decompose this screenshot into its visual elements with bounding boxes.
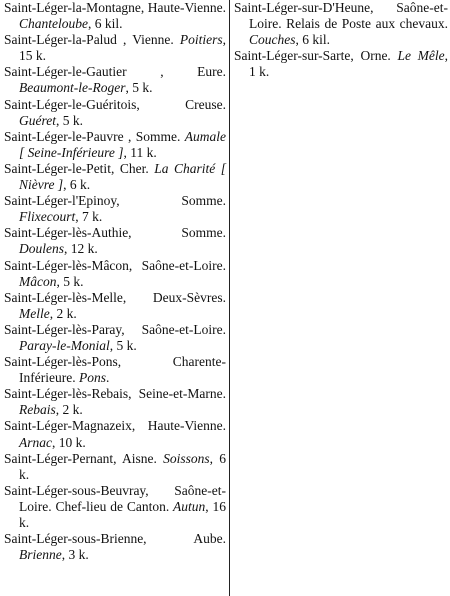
entry-text: Saint-Léger-l'Epinoy, Somme.	[4, 193, 226, 209]
post-office-name: Couches	[249, 32, 296, 48]
distance: , 5 k.	[109, 337, 137, 353]
distance: , 1 k.	[249, 48, 449, 80]
post-office-name: Autun	[173, 498, 206, 514]
distance: , 16 k.	[19, 498, 226, 530]
column-divider	[229, 0, 230, 596]
entry	[4, 97, 226, 129]
post-office-name: Mâcon	[19, 273, 57, 289]
entry	[234, 0, 448, 48]
entry-text: Saint-Léger-le-Gautier , Eure.	[4, 64, 226, 80]
distance: , 7 k.	[75, 209, 103, 225]
post-office-name: Melle	[19, 305, 50, 321]
entry	[4, 225, 226, 257]
entry-text: Saint-Léger-lès-Rebais, Seine-et-Marne.	[4, 386, 226, 402]
entry-text: Saint-Léger-sur-Sarte, Orne.	[234, 48, 398, 64]
distance: , 3 k.	[61, 547, 89, 563]
post-office-name: Chanteloube	[19, 16, 88, 32]
entry	[234, 48, 448, 80]
entry	[4, 161, 226, 193]
distance: , 11 k.	[123, 144, 157, 160]
entry-text: Saint-Léger-le-Pauvre , Somme.	[4, 128, 185, 144]
entry	[4, 451, 226, 483]
distance: , 6 kil.	[295, 32, 331, 48]
entry	[4, 64, 226, 96]
entry-text: Saint-Léger-sous-Beuvray, Saône-et-Loire. Chef-lieu de Canton.	[4, 482, 226, 514]
post-office-name: La Charité [ Nièvre ]	[19, 160, 227, 193]
entry-text: Saint-Léger-lès-Melle, Deux-Sèvres.	[4, 289, 226, 305]
post-office-name: Poitiers	[179, 32, 223, 48]
post-office-name: Pons	[78, 370, 106, 386]
distance: , 5 k.	[125, 80, 153, 96]
post-office-name: Le Mêle	[397, 48, 445, 64]
post-office-name: Beaumont-le-Roger	[19, 80, 126, 96]
distance: , 6 k.	[63, 177, 91, 193]
distance: , 2 k.	[55, 402, 83, 418]
right-column	[234, 0, 448, 80]
entry	[4, 483, 226, 531]
distance: , 12 k.	[64, 241, 98, 257]
distance: , 5 k.	[56, 112, 83, 128]
distance: , 10 k.	[52, 434, 86, 450]
entry	[4, 531, 226, 563]
entry-text: Saint-Léger-sur-D'Heune, Saône-et-Loire. Relais de Poste aux chevaux.	[234, 0, 448, 32]
entry-text: Saint-Léger-sous-Brienne, Aube.	[4, 531, 226, 547]
post-office-name: Rebais	[19, 402, 56, 418]
distance: , 6 kil.	[88, 16, 123, 32]
post-office-name: Paray-le-Monial	[19, 337, 110, 353]
distance: .	[105, 370, 110, 386]
entry-text: Saint-Léger-Pernant, Aisne.	[4, 450, 164, 466]
entry	[4, 258, 226, 290]
left-column	[4, 0, 226, 563]
post-office-name: Soissons	[163, 450, 210, 466]
entry-text: Saint-Léger-le-Petit, Cher.	[4, 160, 155, 176]
entry-text: Saint-Léger-lès-Pons, Charente-Inférieure.	[4, 354, 226, 386]
entry	[4, 32, 226, 64]
distance: , 2 k.	[49, 305, 77, 321]
entry-text: Saint-Léger-le-Guéritois, Creuse.	[4, 96, 226, 112]
entry-text: Saint-Léger-lès-Authie, Somme.	[4, 225, 226, 241]
entry	[4, 129, 226, 161]
entry	[4, 354, 226, 386]
post-office-name: Guéret	[19, 112, 56, 128]
entry-text: Saint-Léger-la-Palud , Vienne.	[4, 32, 180, 48]
entry	[4, 418, 226, 450]
entry-text: Saint-Léger-Magnazeix, Haute-Vienne.	[4, 418, 226, 434]
distance: , 6 k.	[19, 450, 227, 482]
distance: , 15 k.	[19, 32, 226, 64]
post-office-name: Doulens	[19, 241, 64, 257]
post-office-name: Aumale [ Seine-Inférieure ]	[19, 128, 226, 160]
entry-text: Saint-Léger-lès-Mâcon, Saône-et-Loire.	[4, 257, 226, 273]
post-office-name: Brienne	[19, 547, 62, 563]
entry	[4, 0, 226, 32]
distance: , 5 k.	[56, 273, 84, 289]
entry	[4, 193, 226, 225]
entry	[4, 290, 226, 322]
entry	[4, 386, 226, 418]
post-office-name: Flixecourt	[19, 209, 76, 225]
post-office-name: Arnac	[19, 434, 52, 450]
entry-text: Saint-Léger-lès-Paray, Saône-et-Loire.	[4, 321, 226, 337]
entry	[4, 322, 226, 354]
entry-text: Saint-Léger-la-Montagne, Haute-Vienne.	[4, 0, 226, 15]
